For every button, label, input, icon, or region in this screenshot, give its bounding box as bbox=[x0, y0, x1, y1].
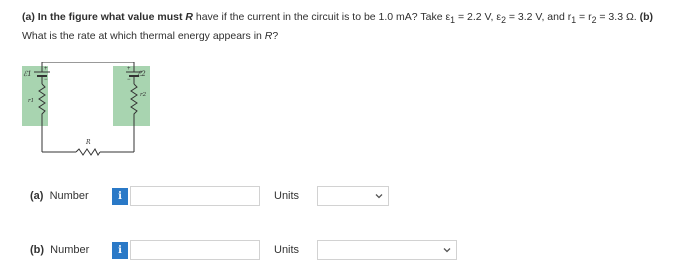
label-plus-1: + bbox=[44, 66, 48, 72]
label-minus-1: − bbox=[44, 77, 48, 83]
question-line-2: What is the rate at which thermal energy appears in R? bbox=[22, 30, 279, 43]
question-text bbox=[22, 9, 694, 44]
question-line-1: (a) In the figure what value must R have if the current in the circuit is to be 1.0 mA? Take $\varepsilon_1 = 2.2$ V, $\varepsilon_2 = 3.2$ V, and $r_1 = r_2 = 3.3$ Ω. (b) bbox=[22, 11, 654, 26]
label-emf-2: ℰ2 bbox=[137, 70, 146, 78]
part-a-label: (a) Number bbox=[30, 190, 89, 202]
label-R: R bbox=[86, 139, 91, 146]
part-b-label: (b) Number bbox=[30, 244, 90, 256]
label-minus-2: − bbox=[127, 77, 131, 83]
part-b-units-select[interactable] bbox=[317, 240, 457, 260]
info-icon[interactable]: i bbox=[112, 188, 128, 205]
label-r1: r1 bbox=[28, 98, 35, 104]
label-emf-1: ℰ1 bbox=[23, 70, 32, 78]
part-b-number-input[interactable] bbox=[130, 240, 260, 260]
part-a-units-select[interactable] bbox=[317, 186, 389, 206]
part-b-units-label: Units bbox=[274, 244, 300, 256]
resistor-R bbox=[76, 149, 100, 155]
label-r2: r2 bbox=[140, 92, 147, 98]
part-a-number-input[interactable] bbox=[130, 186, 260, 206]
label-plus-2: + bbox=[127, 66, 131, 72]
part-a-row bbox=[30, 186, 450, 208]
chevron-down-icon bbox=[375, 192, 383, 200]
part-b-row bbox=[30, 240, 450, 262]
part-a-units-label: Units bbox=[274, 190, 300, 202]
chevron-down-icon bbox=[443, 246, 451, 254]
info-icon[interactable]: i bbox=[112, 242, 128, 259]
circuit-diagram bbox=[22, 62, 190, 162]
